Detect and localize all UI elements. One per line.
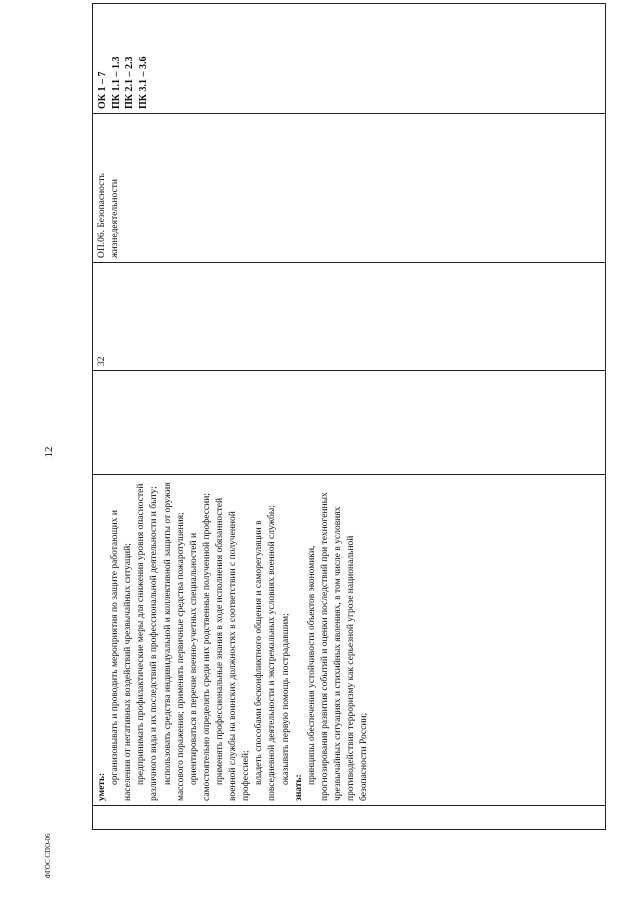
empty-cell [93,371,606,475]
skill-item: предпринимать профилактические меры для снижения уровня опасностей различного вида и их последствий в профессиональной деятельности и быту; [136,483,160,801]
competency-code: ПК 1.1 – 1.3 [110,56,122,109]
knowledge-heading: знать: [293,774,304,801]
competency-code: ПК 3.1 – 3.6 [137,56,149,109]
index-cell [93,806,606,830]
page-number: 12 [43,446,55,458]
discipline-cell: ОП.06. Безопасность жизнедеятельности [93,114,606,263]
competency-code: ОК 1 – 7 [97,71,108,109]
requirements-cell [93,475,606,806]
footer-code: ФГОС СПО-06 [44,833,52,879]
skill-item: владеть способами бесконфликтного общения и саморегуляции в повседневной деятельности и экстремальных условиях военной службы; [254,505,278,801]
rotated-table [92,58,606,830]
table-row [93,4,606,830]
knowledge-item: принципы обеспечения устойчивости объектов экономики, прогнозирования развития событий и оценки последствий при техногенных чрезвычайных ситуациях и стихийных явлениях, в том числе в условиях противодействия терроризму как серьезной угрозе национальной безопасности России; [306,492,370,801]
hours-cell: 32 [93,263,606,371]
skill-item: организовывать и проводить мероприятия по защите работающих и населения от негативных воздействий чрезвычайных ситуаций; [110,510,134,801]
skills-heading: уметь: [97,772,107,801]
competencies-cell [93,4,606,114]
skill-item: использовать средства индивидуальной и коллективной защиты от оружия массового поражения; применять первичные средства пожаротушения; [162,482,186,801]
curriculum-table [92,3,606,830]
skill-item: ориентироваться в перечне военно-учетных специальностей и самостоятельно определять среди них родственные полученной профессии; [188,493,212,801]
table-container [92,58,606,830]
skill-item: оказывать первую помощь пострадавшим; [280,613,291,785]
competency-code: ПК 2.1 – 2.3 [124,56,135,109]
skill-item: применять профессиональные знания в ходе исполнения обязанностей военной службы на воинских должностях в соответствии с полученной профессией; [214,497,252,801]
